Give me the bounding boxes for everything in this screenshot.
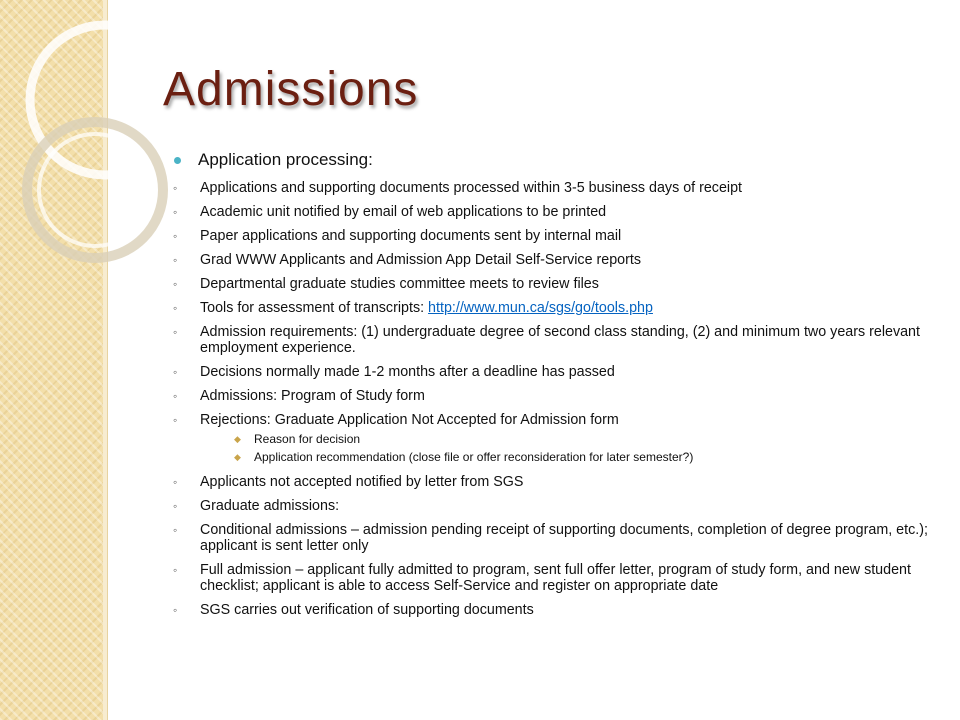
item-text: Grad WWW Applicants and Admission App Detail Self-Service reports <box>200 252 641 268</box>
bullet-ring-icon: ◦ <box>173 563 178 577</box>
item-text: Graduate admissions: <box>200 498 340 514</box>
bullet-ring-icon: ◦ <box>173 253 178 267</box>
list-item <box>170 324 930 356</box>
item-text: Rejections: Graduate Application Not Accepted for Admission form <box>200 412 619 428</box>
bullet-dot-icon <box>174 157 181 164</box>
list-item <box>170 276 930 292</box>
list-item <box>170 412 930 428</box>
item-text: Admissions: Program of Study form <box>200 388 425 404</box>
list-item <box>170 388 930 404</box>
item-text: Academic unit notified by email of web applications to be printed <box>200 204 607 220</box>
item-text: Full admission – applicant fully admitted to program, sent full offer letter, program of study form, and new student checklist; applicant is able to access Self-Service and register on appropriate date <box>200 562 911 594</box>
bullet-ring-icon: ◦ <box>173 301 178 315</box>
list-item <box>170 602 930 618</box>
list-item <box>170 364 930 380</box>
bullet-ring-icon: ◦ <box>173 523 178 537</box>
list-item <box>170 204 930 220</box>
bullet-diamond-icon: ◆ <box>234 434 241 444</box>
bullet-ring-icon: ◦ <box>173 277 178 291</box>
bullet-ring-icon: ◦ <box>173 325 178 339</box>
list-item <box>170 228 930 244</box>
bullet-ring-icon: ◦ <box>173 229 178 243</box>
item-text: Paper applications and supporting documents sent by internal mail <box>200 228 622 244</box>
list-item <box>170 252 930 268</box>
sub-item-text: Application recommendation (close file or offer reconsideration for later semester?) <box>254 450 694 464</box>
item-text: Applicants not accepted notified by letter from SGS <box>200 474 524 490</box>
heading-text: Application processing: <box>198 150 373 169</box>
bullet-ring-icon: ◦ <box>173 389 178 403</box>
bullet-ring-icon: ◦ <box>173 603 178 617</box>
item-text: SGS carries out verification of supporting documents <box>200 602 534 618</box>
bullet-ring-icon: ◦ <box>173 205 178 219</box>
slide-content <box>170 150 930 626</box>
list-item <box>170 562 930 594</box>
sub-item-text: Reason for decision <box>254 432 361 446</box>
list-item <box>170 300 930 316</box>
item-text: Departmental graduate studies committee meets to review files <box>200 276 599 292</box>
item-text: Tools for assessment of transcripts: <box>200 300 429 316</box>
bullet-ring-icon: ◦ <box>173 475 178 489</box>
sidebar-divider <box>103 0 107 720</box>
sub-list-item <box>170 432 930 446</box>
bullet-ring-icon: ◦ <box>173 181 178 195</box>
list-heading <box>170 150 930 170</box>
list-item <box>170 522 930 554</box>
item-text: Conditional admissions – admission pending receipt of supporting documents, completion of degree program, etc.); applicant is sent letter only <box>200 522 928 554</box>
page-title: Admissions <box>163 63 419 116</box>
item-text: Applications and supporting documents processed within 3-5 business days of receipt <box>200 180 743 196</box>
bullet-ring-icon: ◦ <box>173 499 178 513</box>
item-text: Decisions normally made 1-2 months after a deadline has passed <box>200 364 615 380</box>
item-text: Admission requirements: (1) undergraduate degree of second class standing, (2) and minimum two years relevant employment experience. <box>200 324 920 356</box>
list-item <box>170 180 930 196</box>
bullet-ring-icon: ◦ <box>173 365 178 379</box>
tools-link[interactable]: http://www.mun.ca/sgs/go/tools.php <box>428 300 653 316</box>
sub-list-item <box>170 450 930 464</box>
bullet-ring-icon: ◦ <box>173 413 178 427</box>
decorative-sidebar <box>0 0 108 720</box>
bullet-diamond-icon: ◆ <box>234 452 241 462</box>
list-item <box>170 498 930 514</box>
list-item <box>170 474 930 490</box>
